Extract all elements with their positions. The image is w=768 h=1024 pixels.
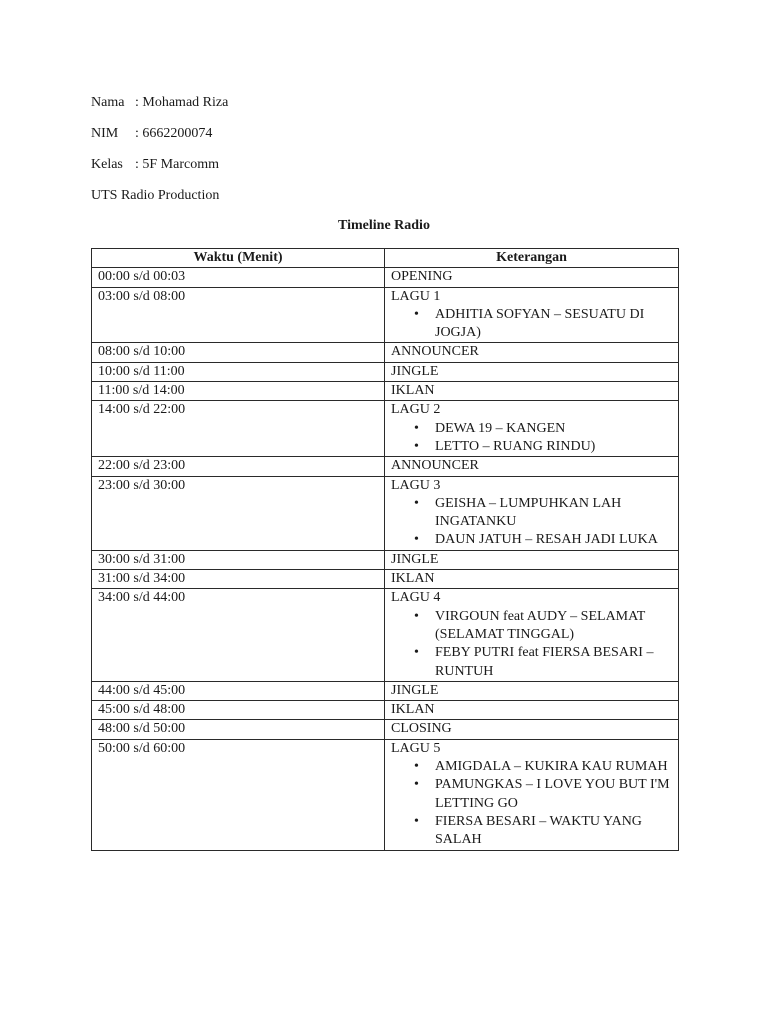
description-cell (385, 382, 679, 401)
table-row (92, 401, 679, 457)
segment-label: ANNOUNCER (391, 458, 479, 474)
song-title: VIRGOUN feat AUDY – SELAMAT (SELAMAT TINGGAL) (435, 608, 645, 642)
song-title: FEBY PUTRI feat FIERSA BESARI – RUNTUH (435, 645, 654, 679)
segment-label: JINGLE (391, 363, 439, 379)
description-cell (385, 589, 679, 681)
table-row (92, 701, 679, 720)
subject-line: UTS Radio Production (91, 188, 220, 203)
bullet-icon: • (414, 777, 419, 793)
table-row (92, 362, 679, 381)
info-label: Nama (91, 95, 125, 110)
song-title: FIERSA BESARI – WAKTU YANG SALAH (435, 813, 642, 848)
info-value: : 6662200074 (135, 126, 213, 141)
time-cell: 23:00 s/d 30:00 (92, 476, 385, 550)
bullet-icon: • (414, 759, 419, 775)
table-row (92, 589, 679, 681)
time-cell: 44:00 s/d 45:00 (92, 681, 385, 700)
song-title: ADHITIA SOFYAN – SESUATU DI JOGJA) (435, 306, 645, 341)
song-title: AMIGDALA – KUKIRA KAU RUMAH (435, 759, 668, 775)
bullet-icon: • (414, 532, 419, 548)
song-item (414, 438, 679, 456)
table-row (92, 739, 679, 850)
time-cell: 11:00 s/d 14:00 (92, 382, 385, 401)
description-cell (385, 268, 679, 287)
time-cell: 30:00 s/d 31:00 (92, 550, 385, 569)
segment-label: JINGLE (391, 551, 439, 567)
description-cell (385, 457, 679, 476)
song-item (414, 531, 679, 549)
info-line-class (91, 155, 228, 186)
segment-label: IKLAN (391, 383, 435, 399)
bullet-icon: • (414, 608, 419, 624)
time-cell: 50:00 s/d 60:00 (92, 739, 385, 850)
time-cell: 48:00 s/d 50:00 (92, 720, 385, 739)
segment-label: OPENING (391, 269, 453, 285)
description-cell (385, 476, 679, 550)
description-cell (385, 681, 679, 700)
segment-label: CLOSING (391, 721, 452, 737)
segment-label: LAGU 4 (391, 590, 441, 606)
table-row (92, 720, 679, 739)
table-row (92, 382, 679, 401)
info-label: NIM (91, 126, 119, 141)
segment-label: JINGLE (391, 682, 439, 698)
document-title: Timeline Radio (338, 218, 430, 233)
table-row (92, 343, 679, 362)
song-list (391, 608, 672, 681)
description-cell (385, 550, 679, 569)
time-cell: 03:00 s/d 08:00 (92, 287, 385, 343)
time-cell: 08:00 s/d 10:00 (92, 343, 385, 362)
description-cell (385, 739, 679, 850)
song-title: DAUN JATUH – RESAH JADI LUKA (435, 532, 658, 548)
segment-label: ANNOUNCER (391, 344, 479, 360)
song-title: PAMUNGKAS – I LOVE YOU BUT I'M LETTING GO (435, 777, 670, 811)
table-row (92, 570, 679, 589)
song-list (391, 306, 672, 343)
song-item (414, 306, 679, 343)
info-line-nim (91, 124, 228, 155)
time-cell: 10:00 s/d 11:00 (92, 362, 385, 381)
song-item (414, 776, 679, 813)
student-info (91, 93, 228, 217)
bullet-icon: • (414, 813, 419, 829)
time-cell: 34:00 s/d 44:00 (92, 589, 385, 681)
timeline-body (92, 268, 679, 850)
description-cell (385, 343, 679, 362)
song-item (414, 644, 679, 681)
song-title: GEISHA – LUMPUHKAN LAH INGATANKU (435, 495, 622, 530)
description-cell (385, 701, 679, 720)
table-row (92, 550, 679, 569)
table-row (92, 681, 679, 700)
bullet-icon: • (414, 306, 419, 322)
song-list (391, 495, 672, 550)
description-cell (385, 720, 679, 739)
table-header-row (92, 249, 679, 268)
bullet-icon: • (414, 438, 419, 454)
info-line-name (91, 93, 228, 124)
bullet-icon: • (414, 420, 419, 436)
time-cell: 31:00 s/d 34:00 (92, 570, 385, 589)
segment-label: LAGU 3 (391, 477, 441, 493)
segment-label: IKLAN (391, 702, 435, 718)
song-item (414, 495, 679, 532)
song-item (414, 813, 679, 850)
segment-label: IKLAN (391, 571, 435, 587)
table-row (92, 457, 679, 476)
segment-label: LAGU 1 (391, 288, 441, 304)
description-cell (385, 362, 679, 381)
song-item (414, 758, 679, 776)
header-time: Waktu (Menit) (92, 249, 385, 268)
description-cell (385, 287, 679, 343)
bullet-icon: • (414, 645, 419, 661)
description-cell (385, 401, 679, 457)
time-cell: 00:00 s/d 00:03 (92, 268, 385, 287)
table-row (92, 287, 679, 343)
song-title: LETTO – RUANG RINDU) (435, 438, 596, 454)
song-item (414, 608, 679, 645)
info-value: : 5F Marcomm (135, 157, 219, 172)
description-cell (385, 570, 679, 589)
info-label: Kelas (91, 157, 123, 172)
segment-label: LAGU 5 (391, 740, 441, 756)
bullet-icon: • (414, 495, 419, 511)
info-value: : Mohamad Riza (135, 95, 229, 110)
song-list (391, 420, 672, 457)
time-cell: 14:00 s/d 22:00 (92, 401, 385, 457)
time-cell: 22:00 s/d 23:00 (92, 457, 385, 476)
song-item (414, 420, 679, 438)
table-row (92, 476, 679, 550)
header-description: Keterangan (385, 249, 679, 268)
segment-label: LAGU 2 (391, 402, 441, 418)
song-title: DEWA 19 – KANGEN (435, 420, 566, 436)
table-row (92, 268, 679, 287)
timeline-table (91, 248, 679, 851)
song-list (391, 758, 672, 849)
time-cell: 45:00 s/d 48:00 (92, 701, 385, 720)
